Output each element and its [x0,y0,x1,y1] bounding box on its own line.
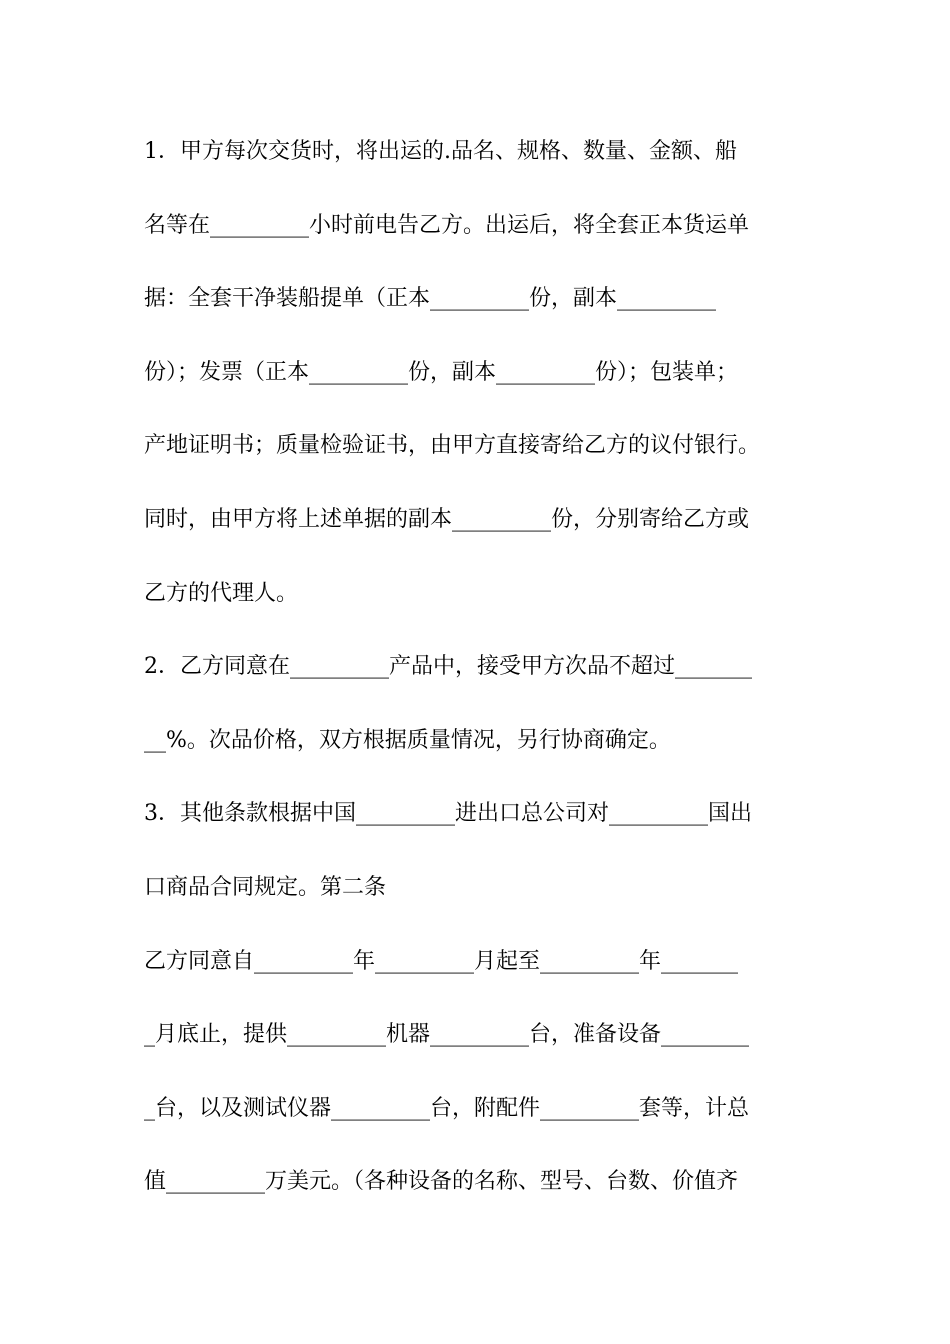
paragraph-line: 同时，由甲方将上述单据的副本_________份，分别寄给乙方或 [144,506,750,532]
paragraph-line: 值_________万美元。（各种设备的名称、型号、台数、价值齐 [144,1169,739,1195]
paragraph-line: 产地证明书；质量检验证书，由甲方直接寄给乙方的议付银行。 [144,433,761,459]
paragraph-line: 3．其他条款根据中国_________进出口总公司对_________国出 [144,801,752,827]
paragraph-line: 乙方同意自_________年_________月起至_________年_______ [144,948,739,974]
contract-body [144,130,814,1234]
paragraph-line: 口商品合同规定。第二条 [144,874,387,900]
paragraph-line: 名等在_________小时前电告乙方。出运后，将全套正本货运单 [144,212,750,238]
paragraph-line: 2．乙方同意在_________产品中，接受甲方次品不超过_______ [144,654,752,680]
paragraph-line: 1．甲方每次交货时，将出运的.品名、规格、数量、金额、船 [144,139,737,164]
paragraph-line: 份）；发票（正本_________份，副本_________份）；包装单； [144,359,739,385]
paragraph-line: _台，以及测试仪器_________台，附配件_________套等，计总 [144,1095,750,1121]
paragraph-line: _月底止，提供_________机器_________台，准备设备________ [144,1022,750,1048]
paragraph-line: 乙方的代理人。 [144,580,299,606]
paragraph-line: 据：全套干净装船提单（正本_________份，副本_________ [144,286,717,312]
paragraph-line: __%。次品价格，双方根据质量情况，另行协商确定。 [144,727,671,753]
